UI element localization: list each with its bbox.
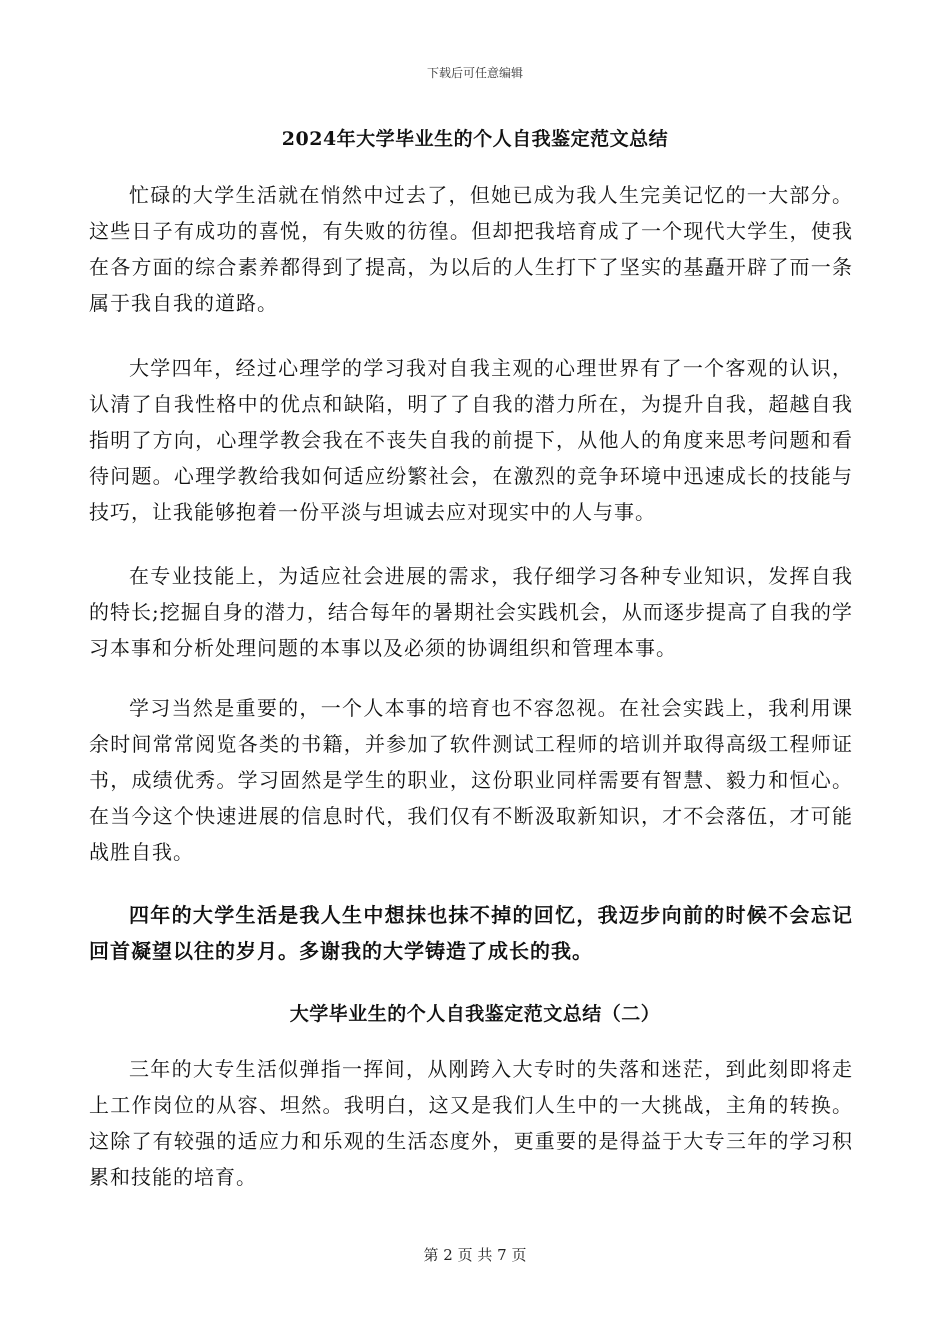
paragraph-section-2: 三年的大专生活似弹指一挥间，从刚跨入大专时的失落和迷茫，到此刻即将走上工作岗位的从容、坦然。我明白，这又是我们人生中的一大挑战，主角的转换。这除了有较强的适应力和乐观的生活态度外，更重要的是得益于大专三年的学习积累和技能的培育。 xyxy=(89,1057,853,1189)
paragraph-1: 忙碌的大学生活就在悄然中过去了，但她已成为我人生完美记忆的一大部分。这些日子有成功的喜悦，有失败的彷徨。但却把我培育成了一个现代大学生，使我在各方面的综合素养都得到了提高，为以后的人生打下了坚实的基矗开辟了而一条属于我自我的道路。 xyxy=(89,183,853,315)
page-footer: 第 2 页 共 7 页 xyxy=(423,1246,527,1264)
paragraph-closing: 四年的大学生活是我人生中想抹也抹不掉的回忆，我迈步向前的时候不会忘记回首凝望以往的岁月。多谢我的大学铸造了成长的我。 xyxy=(89,903,853,963)
header-note: 下载后可任意编辑 xyxy=(426,66,523,80)
paragraph-2: 大学四年，经过心理学的学习我对自我主观的心理世界有了一个客观的认识，认清了自我性格中的优点和缺陷，明了了自我的潜力所在，为提升自我，超越自我指明了方向，心理学教会我在不丧失自我的前提下，从他人的角度来思考问题和看待问题。心理学教给我如何适应纷繁社会，在激烈的竞争环境中迅速成长的技能与技巧，让我能够抱着一份平淡与坦诚去应对现实中的人与事。 xyxy=(89,356,853,524)
section-title: 大学毕业生的个人自我鉴定范文总结（二） xyxy=(289,1003,661,1025)
paragraph-4: 学习当然是重要的，一个人本事的培育也不容忽视。在社会实践上，我利用课余时间常常阅览各类的书籍，并参加了软件测试工程师的培训并取得高级工程师证书，成绩优秀。学习固然是学生的职业，这份职业同样需要有智慧、毅力和恒心。在当今这个快速进展的信息时代，我们仅有不断汲取新知识，才不会落伍，才可能战胜自我。 xyxy=(89,696,853,864)
paragraph-3: 在专业技能上，为适应社会进展的需求，我仔细学习各种专业知识，发挥自我的特长;挖掘自身的潜力，结合每年的暑期社会实践机会，从而逐步提高了自我的学习本事和分析处理问题的本事以及必须的协调组织和管理本事。 xyxy=(89,564,853,660)
document-title: 2024年大学毕业生的个人自我鉴定范文总结 xyxy=(281,128,669,150)
